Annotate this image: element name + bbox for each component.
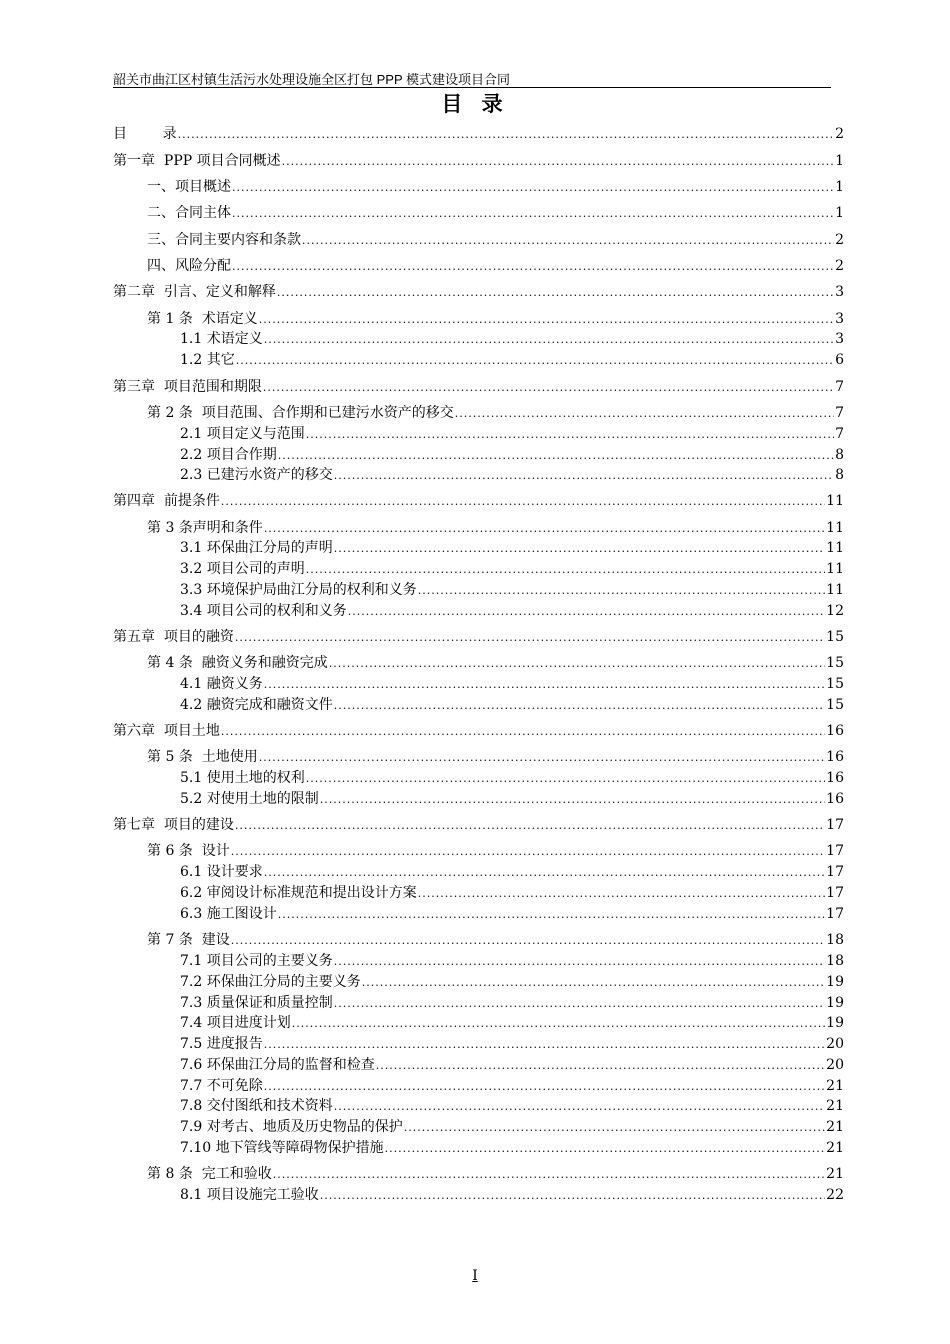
toc-label: 7.9 对考古、地质及历史物品的保护 xyxy=(180,1119,403,1135)
toc-leader xyxy=(221,722,825,742)
toc-leader xyxy=(385,1139,826,1159)
toc-page: 17 xyxy=(826,843,844,859)
toc-page: 22 xyxy=(826,1187,844,1203)
toc-entry[interactable] xyxy=(180,1138,844,1158)
toc-page: 7 xyxy=(835,426,844,442)
toc-label: 4.2 融资完成和融资文件 xyxy=(180,697,333,713)
toc-page: 3 xyxy=(835,311,844,327)
toc-leader xyxy=(236,351,834,371)
toc-page: 11 xyxy=(826,582,844,598)
toc-entry[interactable] xyxy=(147,841,844,861)
toc-leader xyxy=(418,581,825,601)
toc-page: 21 xyxy=(826,1119,844,1135)
toc-page: 1 xyxy=(835,205,844,221)
toc-entry[interactable] xyxy=(180,1096,844,1116)
toc-leader xyxy=(231,931,825,951)
toc-leader xyxy=(264,330,834,350)
toc-leader xyxy=(278,905,825,925)
toc-page: 15 xyxy=(826,629,844,645)
toc-leader xyxy=(455,404,834,424)
toc-leader xyxy=(235,628,825,648)
toc-entry[interactable] xyxy=(180,445,844,465)
toc-leader xyxy=(235,816,825,836)
toc-page: 12 xyxy=(826,603,844,619)
toc-label: 7.8 交付图纸和技术资料 xyxy=(180,1098,333,1114)
toc-page: 11 xyxy=(826,561,844,577)
toc-entry[interactable] xyxy=(180,329,844,349)
toc-leader xyxy=(362,973,825,993)
toc-label: 第 8 条 完工和验收 xyxy=(147,1166,272,1182)
toc-entry[interactable] xyxy=(180,424,844,444)
toc-label: 7.4 项目进度计划 xyxy=(180,1015,291,1031)
toc-label: 2.3 已建污水资产的移交 xyxy=(180,467,333,483)
toc-page: 8 xyxy=(835,447,844,463)
page-title: 目 录 xyxy=(441,92,509,116)
toc-entry[interactable] xyxy=(147,518,844,538)
toc-entry[interactable] xyxy=(147,403,844,423)
toc-page: 15 xyxy=(826,697,844,713)
toc-page: 21 xyxy=(826,1166,844,1182)
page-number: I xyxy=(472,1268,478,1284)
toc-leader xyxy=(334,952,825,972)
toc-leader xyxy=(334,539,825,559)
toc-label: 一、项目概述 xyxy=(147,179,231,195)
toc-page: 16 xyxy=(826,749,844,765)
toc-label: 第 1 条 术语定义 xyxy=(147,311,258,327)
toc-label: 四、风险分配 xyxy=(147,258,231,274)
toc-label: 8.1 项目设施完工验收 xyxy=(180,1187,319,1203)
toc-page: 6 xyxy=(835,352,844,368)
toc-label: 3.1 环保曲江分局的声明 xyxy=(180,540,333,556)
toc-page: 3 xyxy=(835,331,844,347)
toc-entry[interactable] xyxy=(180,1055,844,1075)
toc-page: 20 xyxy=(826,1036,844,1052)
toc-leader xyxy=(306,769,825,789)
toc-label: 4.1 融资义务 xyxy=(180,676,263,692)
toc-label: 第 3 条声明和条件 xyxy=(147,520,263,536)
toc-entry[interactable] xyxy=(147,747,844,767)
toc-entry[interactable] xyxy=(180,789,844,809)
toc-entry[interactable] xyxy=(180,972,844,992)
toc-leader xyxy=(292,1014,825,1034)
toc-label: 3.4 项目公司的权利和义务 xyxy=(180,603,347,619)
toc-label: 7.5 进度报告 xyxy=(180,1036,263,1052)
toc-entry[interactable] xyxy=(147,930,844,950)
toc-entry[interactable] xyxy=(180,1117,844,1137)
toc-label: 第二章 引言、定义和解释 xyxy=(113,284,276,300)
toc-page: 17 xyxy=(826,864,844,880)
toc-page: 1 xyxy=(835,153,844,169)
toc-leader xyxy=(277,283,834,303)
toc-page: 3 xyxy=(835,284,844,300)
toc-label: 第 6 条 设计 xyxy=(147,843,230,859)
toc-page: 7 xyxy=(835,405,844,421)
toc-label: 第五章 项目的融资 xyxy=(113,629,234,645)
toc-label: 2.2 项目合作期 xyxy=(180,447,277,463)
toc-page: 16 xyxy=(826,770,844,786)
toc-entry[interactable] xyxy=(147,1164,844,1184)
toc-page: 2 xyxy=(835,126,844,142)
toc-page: 19 xyxy=(826,1015,844,1031)
toc-label: 7.7 不可免除 xyxy=(180,1078,263,1094)
toc-entry[interactable] xyxy=(147,177,844,197)
toc-label: 6.2 审阅设计标准规范和提出设计方案 xyxy=(180,885,417,901)
toc-entry[interactable] xyxy=(180,1076,844,1096)
toc-entry[interactable] xyxy=(180,1034,844,1054)
toc-leader xyxy=(221,492,825,512)
toc-page: 16 xyxy=(826,791,844,807)
toc-page: 1 xyxy=(835,179,844,195)
toc-leader xyxy=(278,446,834,466)
toc-entry[interactable] xyxy=(113,282,844,302)
toc-page: 16 xyxy=(826,723,844,739)
toc-leader xyxy=(320,1186,825,1206)
toc-leader xyxy=(334,696,825,716)
toc-page: 18 xyxy=(826,953,844,969)
toc-leader xyxy=(306,425,834,445)
toc-entry[interactable] xyxy=(180,350,844,370)
toc-label: 第 4 条 融资义务和融资完成 xyxy=(147,655,328,671)
toc-label: 7.6 环保曲江分局的监督和检查 xyxy=(180,1057,375,1073)
toc-entry[interactable] xyxy=(147,230,844,250)
toc-label: 第 2 条 项目范围、合作期和已建污水资产的移交 xyxy=(147,405,454,421)
toc-page: 11 xyxy=(826,540,844,556)
toc-leader xyxy=(231,842,825,862)
toc-entry[interactable] xyxy=(180,862,844,882)
toc-entry[interactable] xyxy=(113,491,844,511)
toc-leader xyxy=(264,519,825,539)
toc-label: 5.1 使用土地的权利 xyxy=(180,770,305,786)
toc-page: 19 xyxy=(826,995,844,1011)
toc-label: 第六章 项目土地 xyxy=(113,723,220,739)
toc-entry[interactable] xyxy=(180,580,844,600)
toc-label: 二、合同主体 xyxy=(147,205,231,221)
toc-label: 7.10 地下管线等障碍物保护措施 xyxy=(180,1140,384,1156)
toc-page: 7 xyxy=(835,379,844,395)
toc-entry[interactable] xyxy=(180,993,844,1013)
toc-entry[interactable] xyxy=(113,627,844,647)
toc-entry[interactable] xyxy=(113,377,844,397)
toc-page: 2 xyxy=(835,232,844,248)
toc-label: 6.1 设计要求 xyxy=(180,864,263,880)
toc-entry[interactable] xyxy=(113,151,844,171)
toc-label: 5.2 对使用土地的限制 xyxy=(180,791,319,807)
toc-leader xyxy=(263,378,834,398)
toc-leader xyxy=(404,1118,825,1138)
toc-leader xyxy=(264,675,825,695)
toc-entry[interactable] xyxy=(180,951,844,971)
toc-entry[interactable] xyxy=(180,465,844,485)
toc-label: 第三章 项目范围和期限 xyxy=(113,379,262,395)
toc-leader xyxy=(282,152,834,172)
toc-page: 21 xyxy=(826,1098,844,1114)
toc-label: 第 7 条 建设 xyxy=(147,932,230,948)
toc-page: 17 xyxy=(826,885,844,901)
toc-leader xyxy=(259,310,834,330)
toc-entry[interactable] xyxy=(180,538,844,558)
toc-page: 17 xyxy=(826,817,844,833)
toc-entry[interactable] xyxy=(180,1013,844,1033)
toc-leader xyxy=(306,560,825,580)
page-footer xyxy=(0,1267,950,1285)
toc-label: 3.3 环境保护局曲江分局的权利和义务 xyxy=(180,582,417,598)
toc-page: 11 xyxy=(826,493,844,509)
toc-leader xyxy=(232,204,834,224)
toc-page: 8 xyxy=(835,467,844,483)
toc-entry[interactable] xyxy=(147,256,844,276)
toc-leader xyxy=(320,790,825,810)
toc-page: 21 xyxy=(826,1140,844,1156)
toc-entry[interactable] xyxy=(180,674,844,694)
toc-leader xyxy=(334,994,825,1014)
running-header: 韶关市曲江区村镇生活污水处理设施全区打包 PPP 模式建设项目合同 xyxy=(113,72,831,88)
toc-entry[interactable] xyxy=(180,559,844,579)
toc-page: 17 xyxy=(826,906,844,922)
toc-leader xyxy=(232,178,834,198)
toc-label: 7.1 项目公司的主要义务 xyxy=(180,953,333,969)
toc-page: 19 xyxy=(826,974,844,990)
toc-label: 1.2 其它 xyxy=(180,352,235,368)
toc-label: 三、合同主要内容和条款 xyxy=(147,232,301,248)
toc-leader xyxy=(264,1077,825,1097)
toc-entry[interactable] xyxy=(147,653,844,673)
toc-label: 第七章 项目的建设 xyxy=(113,817,234,833)
toc-leader xyxy=(264,863,825,883)
toc-entry[interactable] xyxy=(180,695,844,715)
toc-page: 18 xyxy=(826,932,844,948)
toc-page: 2 xyxy=(835,258,844,274)
toc-leader xyxy=(348,602,825,622)
toc-leader xyxy=(178,125,834,145)
toc-leader xyxy=(259,748,825,768)
toc-label: 第四章 前提条件 xyxy=(113,493,220,509)
toc-label: 第 5 条 土地使用 xyxy=(147,749,258,765)
toc-label: 6.3 施工图设计 xyxy=(180,906,277,922)
toc-leader xyxy=(302,231,834,251)
toc-leader xyxy=(264,1035,825,1055)
toc-page: 21 xyxy=(826,1078,844,1094)
toc-entry[interactable] xyxy=(180,1185,844,1205)
toc-page: 11 xyxy=(826,520,844,536)
toc-entry[interactable] xyxy=(180,768,844,788)
toc-label: 2.1 项目定义与范围 xyxy=(180,426,305,442)
toc-leader xyxy=(334,466,834,486)
toc-entry[interactable] xyxy=(147,203,844,223)
toc-entry[interactable] xyxy=(113,815,844,835)
toc-page: 15 xyxy=(826,676,844,692)
toc-entry[interactable] xyxy=(113,721,844,741)
toc-label: 1.1 术语定义 xyxy=(180,331,263,347)
toc-label: 目 录 xyxy=(113,126,177,142)
toc-leader xyxy=(232,257,834,277)
toc-leader xyxy=(376,1056,825,1076)
toc-page: 20 xyxy=(826,1057,844,1073)
toc-label: 7.3 质量保证和质量控制 xyxy=(180,995,333,1011)
toc-label: 3.2 项目公司的声明 xyxy=(180,561,305,577)
toc-leader xyxy=(273,1165,825,1185)
toc-entry[interactable] xyxy=(180,601,844,621)
toc-label: 第一章 PPP 项目合同概述 xyxy=(113,153,281,169)
toc-leader xyxy=(334,1097,825,1117)
toc-label: 7.2 环保曲江分局的主要义务 xyxy=(180,974,361,990)
toc-leader xyxy=(329,654,825,674)
toc-entry[interactable] xyxy=(147,309,844,329)
toc-entry[interactable] xyxy=(180,904,844,924)
toc-page: 15 xyxy=(826,655,844,671)
toc-entry[interactable] xyxy=(180,883,844,903)
toc-entry[interactable] xyxy=(113,124,844,144)
toc-leader xyxy=(418,884,825,904)
